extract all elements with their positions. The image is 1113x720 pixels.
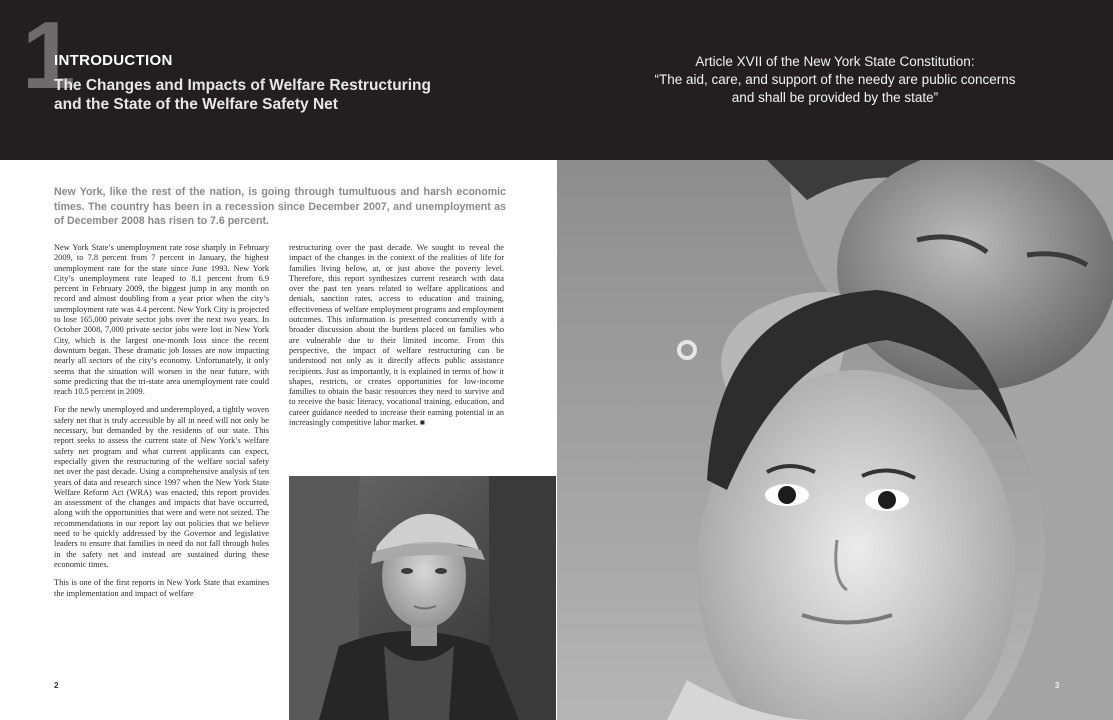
chapter-title-line-2: and the State of the Welfare Safety Net <box>54 96 338 113</box>
body-paragraph: This is one of the first reports in New York State that examines the implementation and impact of welfare <box>54 578 269 598</box>
body-column-left <box>54 243 269 607</box>
teen-boy-illustration <box>289 476 556 720</box>
mother-child-photo <box>557 160 1113 720</box>
chapter-number: 1 <box>22 2 76 109</box>
chapter-title <box>54 76 454 114</box>
page-number-right: 3 <box>1055 681 1060 690</box>
mother-child-illustration <box>557 160 1113 720</box>
body-column-right <box>289 243 504 436</box>
body-paragraph: For the newly unemployed and underemployed, a tightly woven safety net that is truly accessible by all in need will not only be necessary, but demanded by the residents of our state. This report seeks to assess the current state of New York’s welfare safety net program and what current applicants can expect, especially given the restructuring of the welfare social safety net over the past decade. Using a comprehensive analysis of ten years of data and research since 1997 when the New York State Welfare Reform Act (WRA) was enacted, this report provides an assessment of the changes and impacts that have occurred, along with the opportunities that were and were not seized. The recommendations in our report lay out policies that we believe need to be quickly addressed by the Governor and legislative leaders to ensure that families in need do not fall through holes in the safety net and instead are sustained during these economic times. <box>54 405 269 569</box>
quote-line-3: and shall be provided by the state” <box>731 90 939 105</box>
body-paragraph: New York State’s unemployment rate rose sharply in February 2009, to 7.8 percent from 7 percent in January, the highest unemployment rate for the state since June 1993. New York City’s unemployment rate leaped to 8.1 percent from 6.9 percent in February 2009, the biggest jump in any month on record and almost doubling from a year prior when the city’s unemployment rate was 4.4 percent. New York City is projected to lose 165,000 private sector jobs over the next two years. In October 2008, 7,000 private sector jobs were lost in New York City, which is the largest one-month loss since the recent downturn began. These dramatic job losses are now impacting nearly all sectors of the city’s economy. Unfortunately, it only seems that the situation will worsen in the near future, with some predicting that the tri-state area unemployment rate could reach 10.5 percent in 2009. <box>54 243 269 397</box>
quote-line-2: “The aid, care, and support of the needy are public concerns <box>654 72 1016 87</box>
constitution-quote <box>640 53 1030 107</box>
chapter-title-line-1: The Changes and Impacts of Welfare Restructuring <box>54 77 431 94</box>
body-paragraph: restructuring over the past decade. We sought to reveal the impact of the changes in the context of the realities of life for families living below, at, or just above the poverty level. Therefore, this report synthesizes current research with data over the past ten years related to welfare applications and denials, sanction rates, access to education and training, effectiveness of welfare employment programs and employment outcomes. This information is presented concurrently with a broader discussion about the burdens placed on families who are vulnerable due to their limited income. From this perspective, the impact of welfare restructuring can be understood not only as it directly affects public assistance recipients. Just as importantly, it is explained in terms of how it shapes, restricts, or creates opportunities for low-income families to obtain the basic resources they need to survive and to receive the basic literacy, vocational training, education, and career guidance needed to increase their earning potential in an increasingly competitive labor market. ■ <box>289 243 504 428</box>
quote-line-1: Article XVII of the New York State Constitution: <box>695 54 975 69</box>
page-number-left: 2 <box>54 681 59 690</box>
chapter-header <box>0 0 1113 160</box>
teen-boy-photo <box>289 476 556 720</box>
section-label: INTRODUCTION <box>54 52 173 69</box>
lede-paragraph: New York, like the rest of the nation, is going through tumultuous and harsh economic times. The country has been in a recession since December 2007, and unemployment as of December 2008 has risen to 7.6 percent. <box>54 186 506 227</box>
